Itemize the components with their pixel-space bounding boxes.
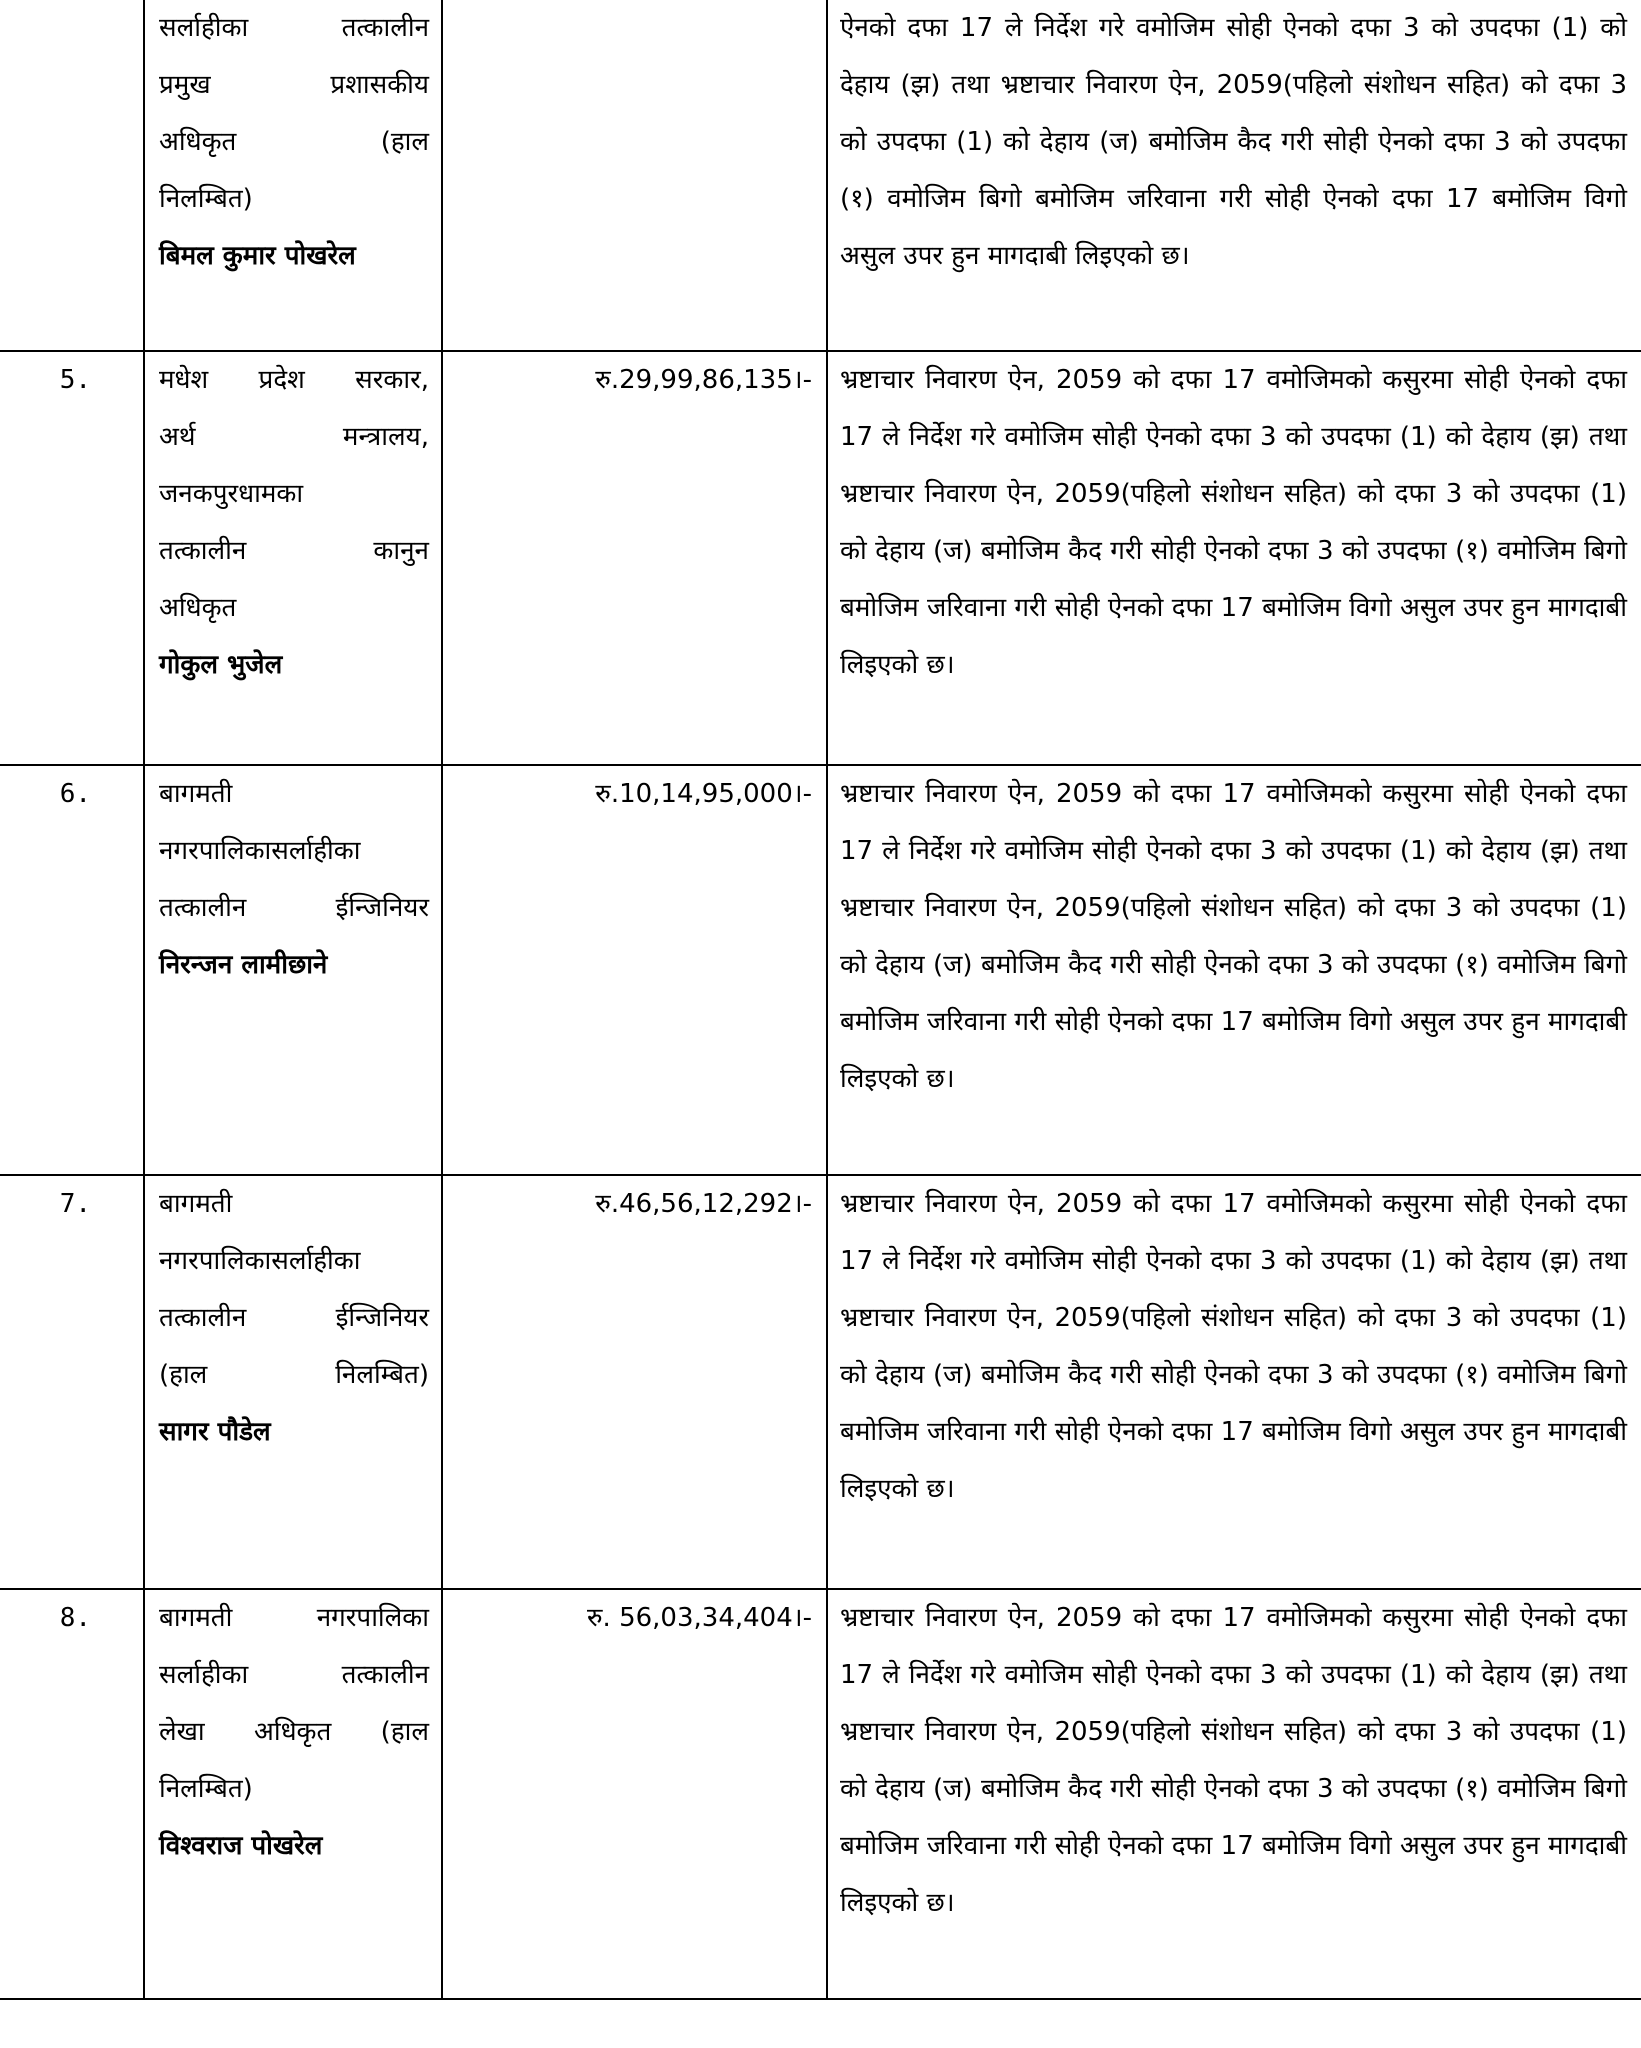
claim-amount: रु. 56,03,34,404।- xyxy=(442,1589,827,1999)
accused-designation-line: निलम्बित) xyxy=(159,1774,253,1804)
table-row xyxy=(0,351,1641,765)
accused-name: बिमल कुमार पोखरेल xyxy=(159,241,356,271)
accused-designation-line: लेखा अधिकृत (हाल xyxy=(159,1717,429,1747)
accused-designation-line: बागमती xyxy=(159,779,233,809)
table-row xyxy=(0,765,1641,1175)
accused-designation-line: तत्कालीन कानुन xyxy=(159,536,429,566)
row-number: 5. xyxy=(0,351,144,765)
accused-designation-line: जनकपुरधामका xyxy=(159,479,304,509)
accused-designation-line: बागमती xyxy=(159,1189,233,1219)
accused-name: सागर पौडेल xyxy=(159,1417,271,1447)
claim-description: भ्रष्टाचार निवारण ऐन, 2059 को दफा 17 वमोजिमको कसुरमा सोही ऐनको दफा 17 ले निर्देश गरे वमोजिम सोही ऐनको दफा 3 को उपदफा (1) को देहाय (झ) तथा भ्रष्टाचार निवारण ऐन, 2059(पहिलो संशोधन सहित) को दफा 3 को उपदफा (1) को देहाय (ज) बमोजिम कैद गरी सोही ऐनको दफा 3 को उपदफा (१) वमोजिम बिगो बमोजिम जरिवाना गरी सोही ऐनको दफा 17 बमोजिम विगो असुल उपर हुन मागदाबी लिइएको छ। xyxy=(827,1175,1641,1589)
accused-designation-line: सर्लाहीका तत्कालीन xyxy=(159,13,429,43)
accused-designation-line: तत्कालीन ईन्जिनियर xyxy=(159,893,429,923)
accused-cell xyxy=(144,765,442,1175)
accused-designation-line: नगरपालिकासर्लाहीका xyxy=(159,836,361,866)
accused-designation-line: अधिकृत (हाल xyxy=(159,127,429,157)
claim-amount: रु.10,14,95,000।- xyxy=(442,765,827,1175)
claim-description: भ्रष्टाचार निवारण ऐन, 2059 को दफा 17 वमोजिमको कसुरमा सोही ऐनको दफा 17 ले निर्देश गरे वमोजिम सोही ऐनको दफा 3 को उपदफा (1) को देहाय (झ) तथा भ्रष्टाचार निवारण ऐन, 2059(पहिलो संशोधन सहित) को दफा 3 को उपदफा (1) को देहाय (ज) बमोजिम कैद गरी सोही ऐनको दफा 3 को उपदफा (१) वमोजिम बिगो बमोजिम जरिवाना गरी सोही ऐनको दफा 17 बमोजिम विगो असुल उपर हुन मागदाबी लिइएको छ। xyxy=(827,765,1641,1175)
accused-designation-line: अर्थ मन्त्रालय, xyxy=(159,422,429,452)
accused-designation-line: अधिकृत xyxy=(159,593,237,623)
accused-cell xyxy=(144,1175,442,1589)
accused-name: निरन्जन लामीछाने xyxy=(159,950,328,980)
claim-description: भ्रष्टाचार निवारण ऐन, 2059 को दफा 17 वमोजिमको कसुरमा सोही ऐनको दफा 17 ले निर्देश गरे वमोजिम सोही ऐनको दफा 3 को उपदफा (1) को देहाय (झ) तथा भ्रष्टाचार निवारण ऐन, 2059(पहिलो संशोधन सहित) को दफा 3 को उपदफा (1) को देहाय (ज) बमोजिम कैद गरी सोही ऐनको दफा 3 को उपदफा (१) वमोजिम बिगो बमोजिम जरिवाना गरी सोही ऐनको दफा 17 बमोजिम विगो असुल उपर हुन मागदाबी लिइएको छ। xyxy=(827,1589,1641,1999)
accused-name: विश्वराज पोखरेल xyxy=(159,1831,323,1861)
claim-description: ऐनको दफा 17 ले निर्देश गरे वमोजिम सोही ऐनको दफा 3 को उपदफा (1) को देहाय (झ) तथा भ्रष्टाचार निवारण ऐन, 2059(पहिलो संशोधन सहित) को दफा 3 को उपदफा (1) को देहाय (ज) बमोजिम कैद गरी सोही ऐनको दफा 3 को उपदफा (१) वमोजिम बिगो बमोजिम जरिवाना गरी सोही ऐनको दफा 17 बमोजिम विगो असुल उपर हुन मागदाबी लिइएको छ। xyxy=(827,0,1641,351)
claim-amount xyxy=(442,0,827,351)
accused-designation-line: मधेश प्रदेश सरकार, xyxy=(159,365,429,395)
accused-designation-line: (हाल निलम्बित) xyxy=(159,1360,429,1390)
accused-designation-line: प्रमुख प्रशासकीय xyxy=(159,70,429,100)
row-number: 7. xyxy=(0,1175,144,1589)
accused-designation-line: नगरपालिकासर्लाहीका xyxy=(159,1246,361,1276)
accused-cell xyxy=(144,1589,442,1999)
claim-description: भ्रष्टाचार निवारण ऐन, 2059 को दफा 17 वमोजिमको कसुरमा सोही ऐनको दफा 17 ले निर्देश गरे वमोजिम सोही ऐनको दफा 3 को उपदफा (1) को देहाय (झ) तथा भ्रष्टाचार निवारण ऐन, 2059(पहिलो संशोधन सहित) को दफा 3 को उपदफा (1) को देहाय (ज) बमोजिम कैद गरी सोही ऐनको दफा 3 को उपदफा (१) वमोजिम बिगो बमोजिम जरिवाना गरी सोही ऐनको दफा 17 बमोजिम विगो असुल उपर हुन मागदाबी लिइएको छ। xyxy=(827,351,1641,765)
accused-designation-line: तत्कालीन ईन्जिनियर xyxy=(159,1303,429,1333)
table-row xyxy=(0,0,1641,351)
accused-designation-line: निलम्बित) xyxy=(159,184,253,214)
claim-amount: रु.46,56,12,292।- xyxy=(442,1175,827,1589)
row-number: 8. xyxy=(0,1589,144,1999)
accused-cell xyxy=(144,0,442,351)
table-row xyxy=(0,1175,1641,1589)
row-number xyxy=(0,0,144,351)
accused-designation-line: बागमती नगरपालिका xyxy=(159,1603,429,1633)
accused-cell xyxy=(144,351,442,765)
accused-name: गोकुल भुजेल xyxy=(159,650,283,680)
claim-amount: रु.29,99,86,135।- xyxy=(442,351,827,765)
row-number: 6. xyxy=(0,765,144,1175)
accused-designation-line: सर्लाहीका तत्कालीन xyxy=(159,1660,429,1690)
table-row xyxy=(0,1589,1641,1999)
